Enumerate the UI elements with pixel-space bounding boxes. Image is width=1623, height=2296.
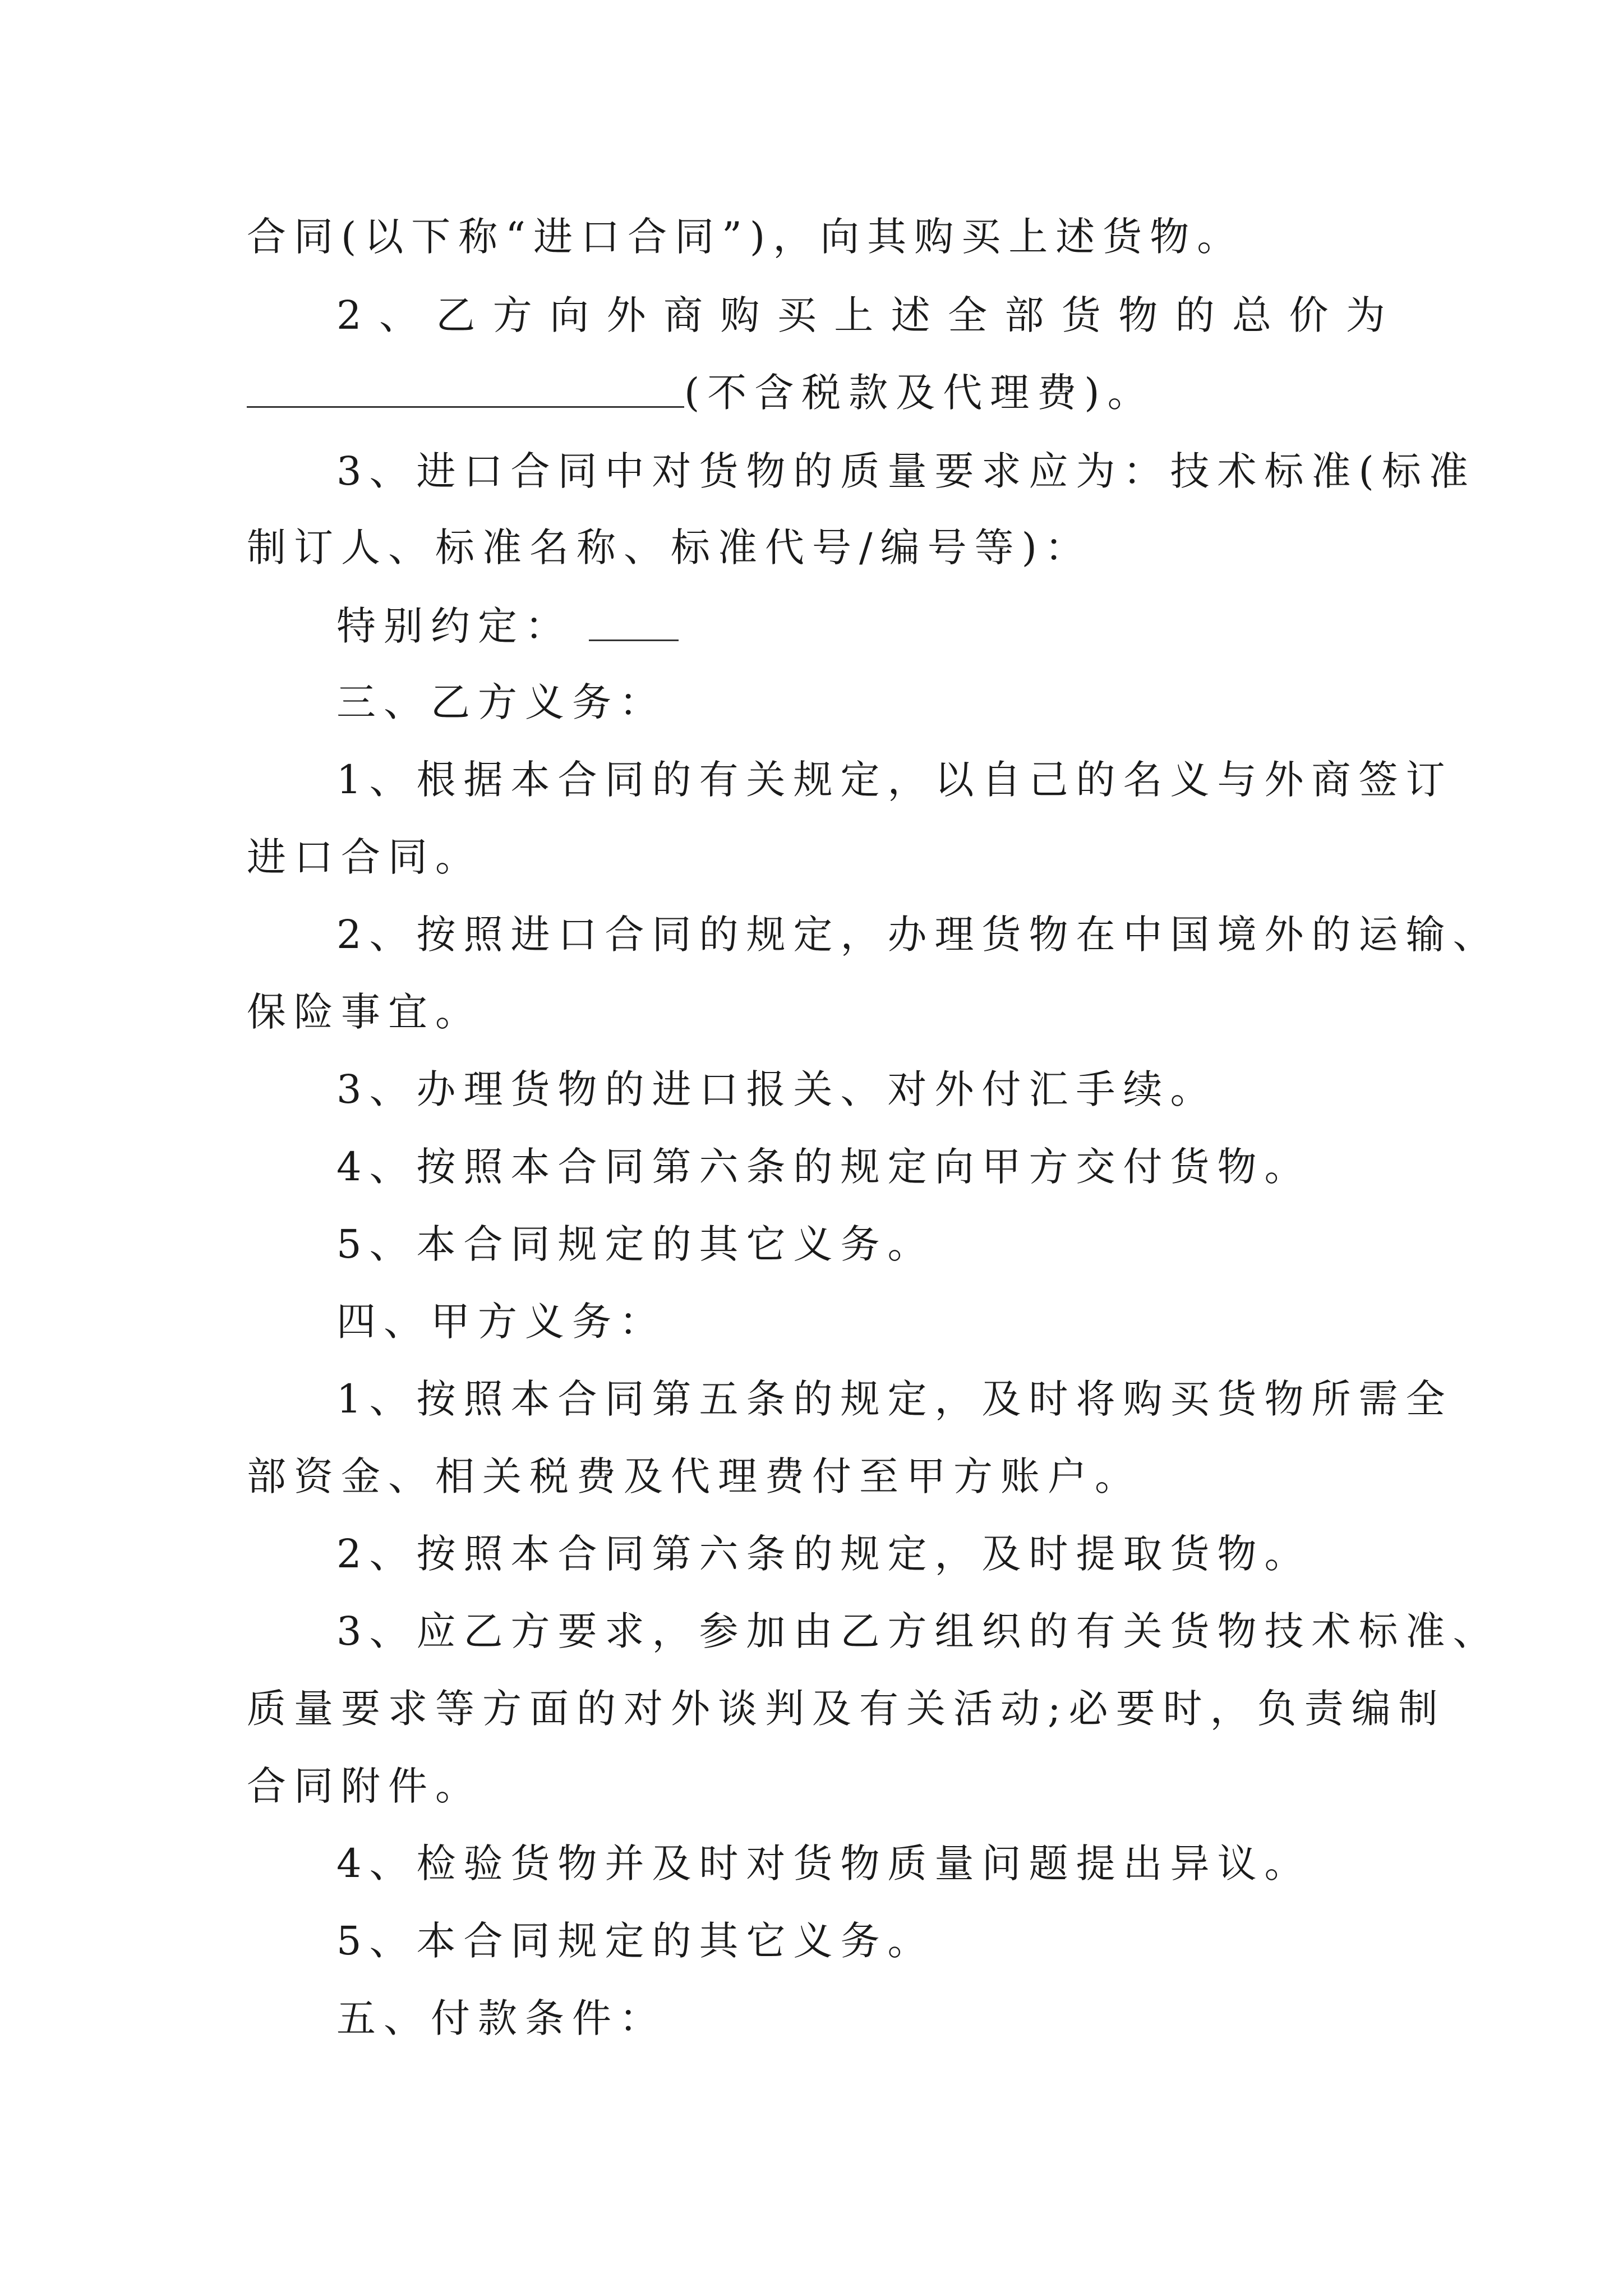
- spaced-char: 上: [834, 292, 874, 338]
- spaced-char: 买: [777, 292, 817, 338]
- paragraph-text: (不含税款及代理费)。: [684, 370, 1155, 416]
- paragraph-line: 1、按照本合同第五条的规定，及时将购买货物所需全: [336, 1376, 1453, 1422]
- spaced-char: 总: [1232, 292, 1272, 338]
- spaced-char: 为: [1345, 292, 1385, 338]
- spaced-char: 、: [379, 292, 418, 338]
- spaced-char: 物: [1118, 292, 1158, 338]
- paragraph-line: 质量要求等方面的对外谈判及有关活动;必要时，负责编制: [247, 1686, 1446, 1732]
- paragraph-line: 2、按照本合同第六条的规定，及时提取货物。: [336, 1531, 1312, 1577]
- spaced-char: 的: [1175, 292, 1215, 338]
- paragraph-line: 合同附件。: [247, 1763, 482, 1809]
- section-heading: 四、甲方义务：: [336, 1299, 666, 1345]
- paragraph-line: 进口合同。: [247, 834, 482, 880]
- paragraph-line: 1、根据本合同的有关规定，以自己的名义与外商签订: [336, 757, 1453, 803]
- blank-fill-line: [589, 598, 679, 641]
- spaced-char: 部: [1004, 292, 1044, 338]
- paragraph-line: [336, 598, 1385, 654]
- paragraph-line: 4、检验货物并及时对货物质量问题提出异议。: [336, 1841, 1312, 1887]
- spaced-char: 向: [550, 292, 589, 338]
- paragraph-line-total-price: [336, 287, 1385, 343]
- spaced-char: 商: [663, 292, 703, 338]
- spaced-char: 乙: [436, 292, 476, 338]
- blank-fill-line: [247, 365, 684, 408]
- paragraph-line: 4、按照本合同第六条的规定向甲方交付货物。: [336, 1144, 1312, 1190]
- section-heading: 三、乙方义务：: [336, 679, 666, 725]
- paragraph-line: 3、进口合同中对货物的质量要求应为：技术标准(标准: [336, 448, 1476, 494]
- spaced-char: 方: [492, 292, 532, 338]
- spaced-char: 2: [336, 292, 362, 338]
- spaced-char: 外: [606, 292, 646, 338]
- paragraph-text: 特别约定：: [336, 603, 572, 649]
- paragraph-line: 部资金、相关税费及代理费付至甲方账户。: [247, 1453, 1142, 1499]
- paragraph-line: 5、本合同规定的其它义务。: [336, 1221, 935, 1267]
- spaced-char: 全: [948, 292, 988, 338]
- paragraph-line: 5、本合同规定的其它义务。: [336, 1918, 935, 1964]
- spaced-char: 价: [1289, 292, 1329, 338]
- paragraph-line: 3、应乙方要求，参加由乙方组织的有关货物技术标准、: [336, 1608, 1500, 1654]
- spaced-char: 货: [1061, 292, 1101, 338]
- paragraph-line: [247, 365, 1385, 421]
- paragraph-line: 3、办理货物的进口报关、对外付汇手续。: [336, 1066, 1218, 1112]
- spaced-char: 购: [720, 292, 760, 338]
- paragraph-line: 保险事宜。: [247, 989, 482, 1035]
- paragraph-line: 合同(以下称“进口合同”)，向其购买上述货物。: [247, 214, 1244, 260]
- paragraph-line: 2、按照进口合同的规定，办理货物在中国境外的运输、: [336, 912, 1500, 958]
- section-heading: 五、付款条件：: [336, 1995, 666, 2041]
- spaced-char: 述: [891, 292, 930, 338]
- paragraph-line: 制订人、标准名称、标准代号/编号等)：: [247, 524, 1092, 570]
